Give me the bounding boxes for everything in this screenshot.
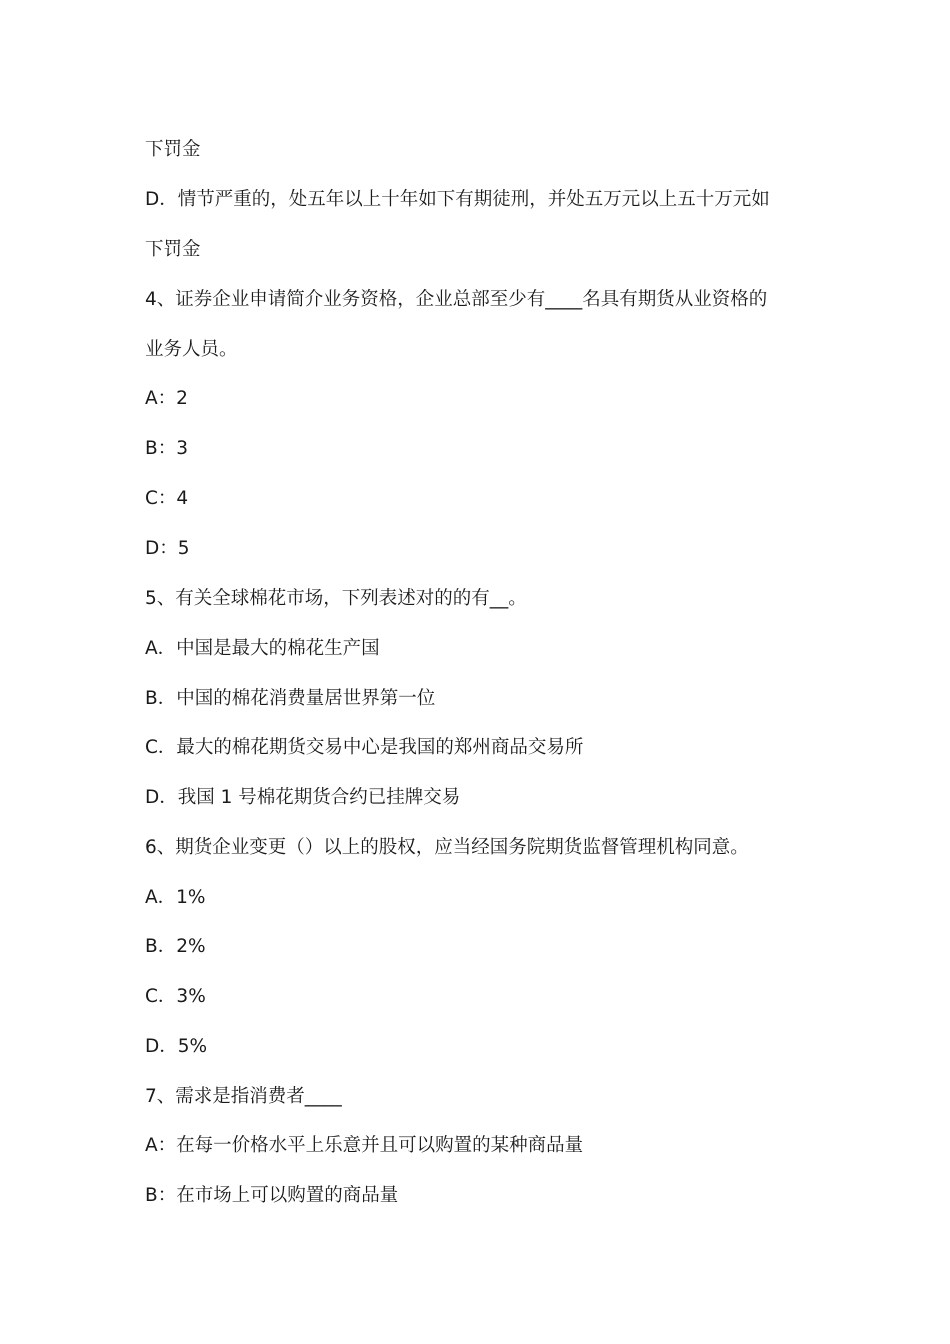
question-6: 6、期货企业变更（）以上的股权，应当经国务院期货监督管理机构同意。: [145, 837, 749, 858]
q4-option-b: B：3: [145, 438, 188, 459]
q6-option-c: C．3%: [145, 986, 206, 1007]
question-4-continued: 业务人员。: [145, 339, 238, 360]
q4-option-a: A：2: [145, 388, 188, 409]
question-4: 4、证券企业申请简介业务资格，企业总部至少有____名具有期货从业资格的: [145, 289, 768, 310]
text-line: 下罚金: [145, 239, 201, 260]
q5-option-c: C．最大的棉花期货交易中心是我国的郑州商品交易所: [145, 737, 584, 758]
text-line: 下罚金: [145, 139, 201, 160]
q6-option-b: B．2%: [145, 936, 206, 957]
q6-option-a: A．1%: [145, 887, 206, 908]
q4-option-c: C：4: [145, 488, 189, 509]
q6-option-d: D．5%: [145, 1036, 208, 1057]
q5-option-a: A．中国是最大的棉花生产国: [145, 638, 380, 659]
question-7: 7、需求是指消费者____: [145, 1086, 342, 1107]
q4-option-d: D：5: [145, 538, 190, 559]
q7-option-b: B：在市场上可以购置的商品量: [145, 1185, 399, 1206]
q7-option-a: A：在每一价格水平上乐意并且可以购置的某种商品量: [145, 1135, 584, 1156]
question-5: 5、有关全球棉花市场，下列表述对的的有__。: [145, 588, 527, 609]
option-d-line: D．情节严重的，处五年以上十年如下有期徒刑，并处五万元以上五十万元如: [145, 189, 770, 210]
q5-option-d: D．我国 1 号棉花期货合约已挂牌交易: [145, 787, 461, 808]
q5-option-b: B．中国的棉花消费量居世界第一位: [145, 688, 436, 709]
